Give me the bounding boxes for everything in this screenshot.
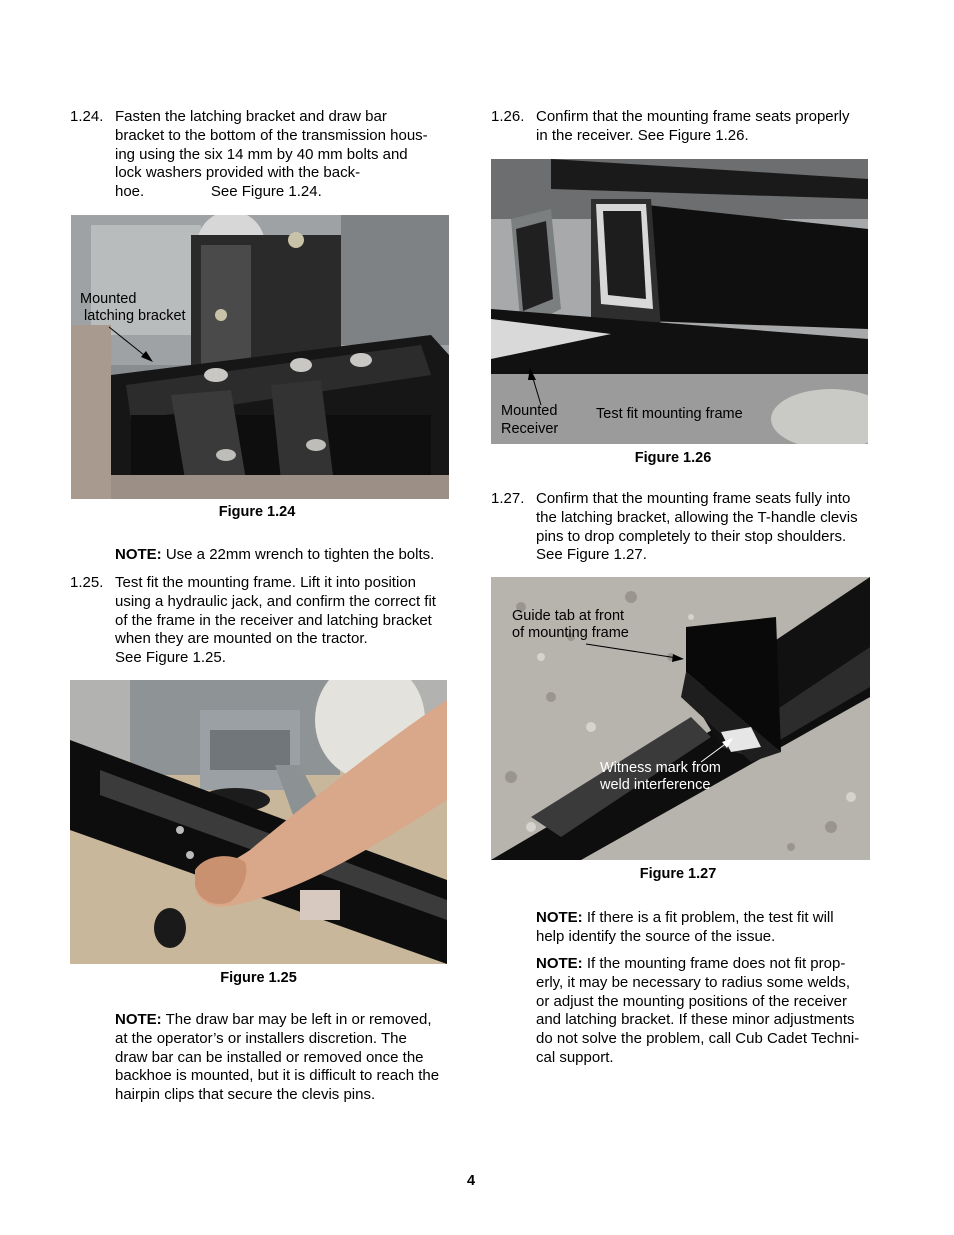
figure-1-26-arrow: [491, 159, 868, 444]
figure-1-26-label-2: Receiver: [501, 421, 559, 437]
note-draw-bar: NOTE: The draw bar may be left in or removed, at the operator’s or installers discretion. The draw bar can be installed or removed once the backhoe is mounted, but it is difficult to reach the hairpin clips that secure the clevis pins.: [115, 1011, 440, 1104]
step-number: 1.27.: [491, 490, 525, 507]
step-text: Confirm that the mounting frame seats properly in the receiver. See Figure 1.26.: [536, 108, 850, 144]
step-number: 1.25.: [70, 574, 104, 591]
figure-1-26-caption: Figure 1.26: [634, 450, 712, 466]
figure-1-27-arrows: [491, 577, 870, 860]
note-fit-problem: NOTE: If there is a fit problem, the test fit will help identify the source of the issue.: [536, 909, 834, 945]
figure-1-27-label-2: of mounting frame: [512, 625, 629, 641]
step-1-26: [491, 108, 891, 148]
figure-1-25-photo: [70, 680, 447, 964]
step-1-24: [70, 108, 460, 204]
figure-1-27-label-4: weld interference: [600, 777, 711, 793]
note-adjustments: NOTE: If the mounting frame does not fit prop- erly, it may be necessary to radius some welds, or adjust the mounting positions of the receiver and latching bracket. If these minor adjustments do not solve the problem, call Cub Cadet Techni- cal support.: [536, 955, 860, 1066]
figure-1-25-caption: Figure 1.25: [220, 970, 297, 986]
step-1-25: [70, 574, 460, 670]
step-1-27: [491, 490, 891, 566]
step-number: 1.24.: [70, 108, 104, 125]
figure-1-24-arrow: [71, 215, 449, 499]
figure-1-27-label-1: Guide tab at front: [512, 608, 625, 624]
step-number: 1.26.: [491, 108, 525, 125]
figure-1-27-caption: Figure 1.27: [639, 866, 717, 882]
step-text: Confirm that the mounting frame seats fully into the latching bracket, allowing the T-handle clevis pins to drop completely to their stop shoulders. See Figure 1.27.: [536, 490, 858, 564]
step-text: Test fit the mounting frame. Lift it into position using a hydraulic jack, and confirm the correct fit of the frame in the receiver and latching bracket when they are mounted on the tractor. See Figure 1.25.: [115, 574, 436, 667]
step-text: Fasten the latching bracket and draw bar bracket to the bottom of the transmission hous- ing using the six 14 mm by 40 mm bolts and lock washers provided with the back- hoe. See Figure 1.24.: [115, 108, 428, 201]
figure-1-26-label-3: Test fit mounting frame: [596, 406, 743, 422]
page-number: 4: [467, 1173, 476, 1189]
figure-1-24-label-1: Mounted: [80, 291, 137, 307]
figure-1-24-caption: Figure 1.24: [218, 504, 296, 520]
figure-1-24-label-2: latching bracket: [80, 308, 186, 324]
figure-1-27-label-3: Witness mark from: [600, 760, 721, 776]
note-wrench: NOTE: Use a 22mm wrench to tighten the bolts.: [115, 546, 435, 563]
figure-1-26-label-1: Mounted: [501, 403, 558, 419]
